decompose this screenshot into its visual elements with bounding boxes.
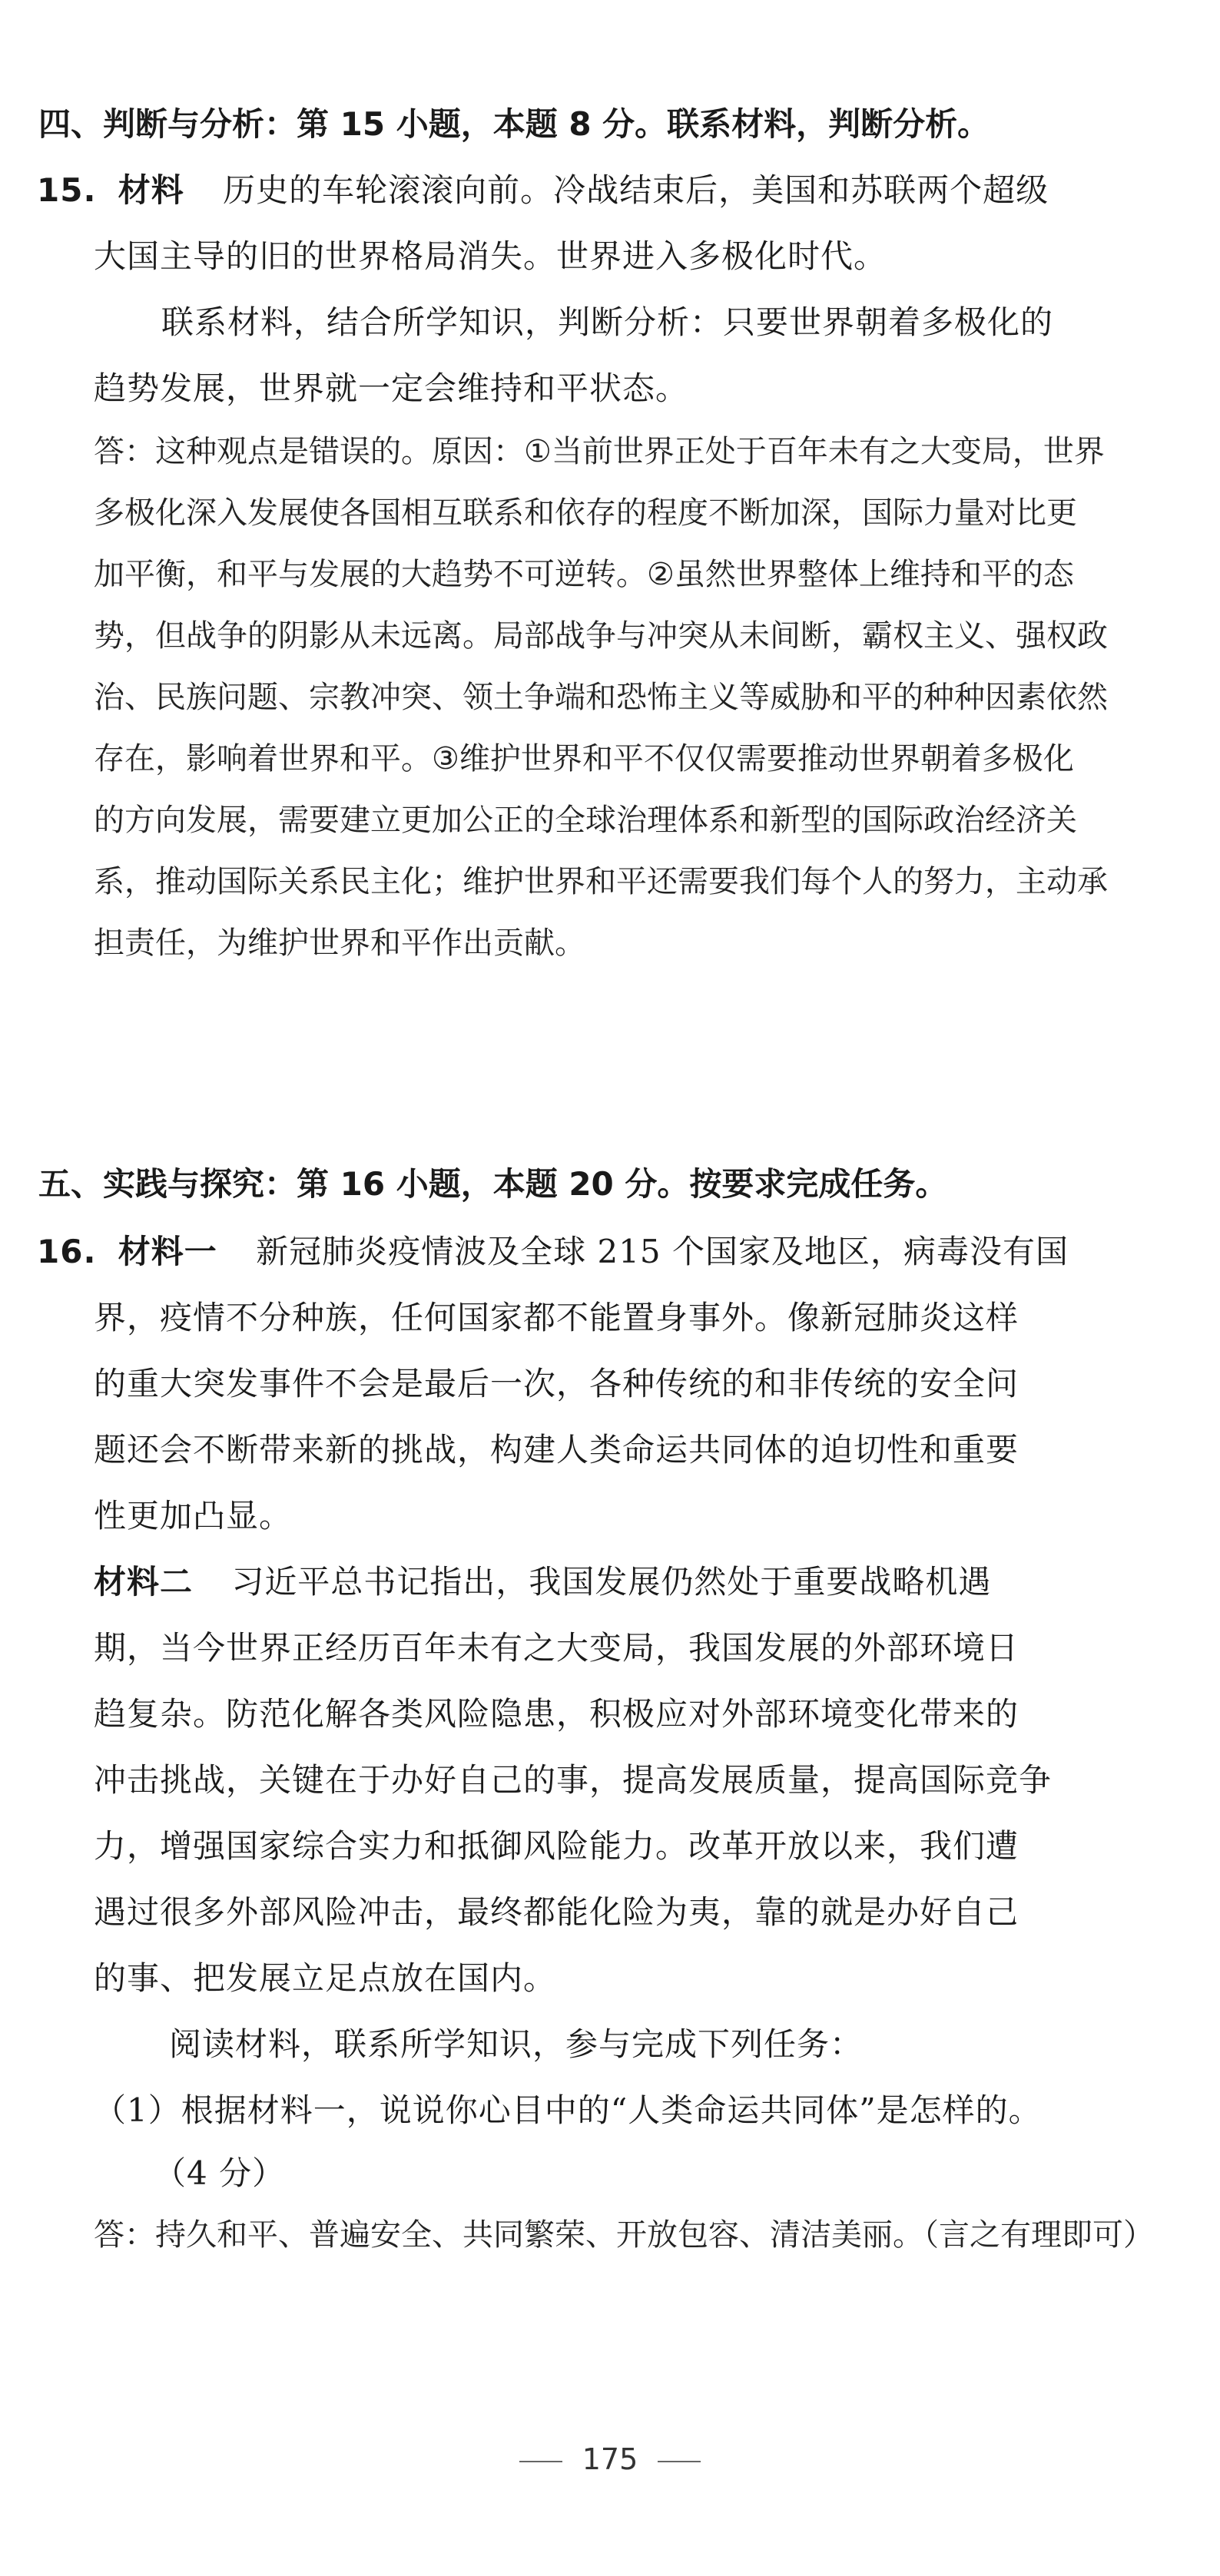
q15-prompt-line-1: 联系材料，结合所学知识，判断分析：只要世界朝着多极化的 <box>161 303 1054 341</box>
q16-material1-line-3: 的重大突发事件不会是最后一次，各种传统的和非传统的安全问 <box>94 1365 1019 1402</box>
q15-number: 15. <box>37 171 97 209</box>
q15-answer-line-7: 的方向发展，需要建立更加公正的全球治理体系和新型的国际政治经济关 <box>94 803 1077 838</box>
section-4-heading: 四、判断与分析：第 15 小题，本题 8 分。联系材料，判断分析。 <box>38 105 990 143</box>
q15-answer-line-3: 加平衡，和平与发展的大趋势不可逆转。②虽然世界整体上维持和平的态 <box>94 557 1074 592</box>
q16-material1-line-1 <box>37 1229 1069 1275</box>
q16-material2-line-6: 遇过很多外部风险冲击，最终都能化险为夷，靠的就是办好自己 <box>94 1893 1019 1931</box>
q15-answer-line-4: 势，但战争的阴影从未远离。局部战争与冲突从未间断，霸权主义、强权政 <box>94 618 1108 654</box>
q16-material1-line-5: 性更加凸显。 <box>94 1497 293 1535</box>
q15-answer-line-5: 治、民族问题、宗教冲突、领土争端和恐怖主义等威胁和平的种种因素依然 <box>94 680 1108 715</box>
q15-material-line-1 <box>37 167 1049 214</box>
q15-material-text: 历史的车轮滚滚向前。冷战结束后，美国和苏联两个超级 <box>223 171 1049 209</box>
q15-material-label: 材料 <box>118 171 184 209</box>
page-number: 175 <box>582 2442 638 2476</box>
q16-material2-line-1 <box>94 1559 991 1605</box>
q15-answer-line-6: 存在，影响着世界和平。③维护世界和平不仅仅需要推动世界朝着多极化 <box>94 741 1074 776</box>
footer-dash-left <box>519 2461 562 2462</box>
q16-material2-line-4: 冲击挑战，关键在于办好自己的事，提高发展质量，提高国际竞争 <box>94 1761 1053 1799</box>
q16-material1-text: 新冠肺炎疫情波及全球 215 个国家及地区，病毒没有国 <box>256 1233 1069 1270</box>
q16-sub1-question: （1）根据材料一，说说你心目中的“人类命运共同体”是怎样的。 <box>94 2091 1042 2129</box>
q16-number: 16. <box>37 1233 97 1270</box>
q16-material1-line-2: 界，疫情不分种族，任何国家都不能置身事外。像新冠肺炎这样 <box>94 1299 1019 1336</box>
q16-material1-line-4: 题还会不断带来新的挑战，构建人类命运共同体的迫切性和重要 <box>94 1431 1019 1468</box>
q16-sub1-points: （4 分） <box>154 2154 286 2192</box>
footer-dash-right <box>658 2461 701 2462</box>
q15-prompt-line-2: 趋势发展，世界就一定会维持和平状态。 <box>94 369 689 407</box>
q16-sub1-answer: 答：持久和平、普遍安全、共同繁荣、开放包容、清洁美丽。（言之有理即可） <box>94 2217 1154 2253</box>
q16-material2-line-3: 趋复杂。防范化解各类风险隐患，积极应对外部环境变化带来的 <box>94 1695 1019 1733</box>
q16-task-intro: 阅读材料，联系所学知识，参与完成下列任务： <box>169 2025 864 2063</box>
q15-answer-line-2: 多极化深入发展使各国相互联系和依存的程度不断加深，国际力量对比更 <box>94 495 1077 531</box>
q15-material-line-2: 大国主导的旧的世界格局消失。世界进入多极化时代。 <box>94 237 887 275</box>
q16-material2-line-5: 力，增强国家综合实力和抵御风险能力。改革开放以来，我们遭 <box>94 1827 1019 1865</box>
q16-material1-label: 材料一 <box>118 1233 217 1270</box>
section-5-heading: 五、实践与探究：第 16 小题，本题 20 分。按要求完成任务。 <box>38 1165 948 1203</box>
q15-answer-line-8: 系，推动国际关系民主化；维护世界和平还需要我们每个人的努力，主动承 <box>94 864 1108 899</box>
q16-material2-line-7: 的事、把发展立足点放在国内。 <box>94 1959 557 1997</box>
q16-material2-label: 材料二 <box>94 1563 194 1601</box>
q15-answer-line-1: 答：这种观点是错误的。原因：①当前世界正处于百年未有之大变局，世界 <box>94 434 1105 469</box>
q15-answer-line-9: 担责任，为维护世界和平作出贡献。 <box>94 925 585 961</box>
q16-material2-line-2: 期，当今世界正经历百年未有之大变局，我国发展的外部环境日 <box>94 1629 1019 1667</box>
page-footer <box>0 2442 1220 2476</box>
q16-material2-text: 习近平总书记指出，我国发展仍然处于重要战略机遇 <box>231 1563 992 1601</box>
